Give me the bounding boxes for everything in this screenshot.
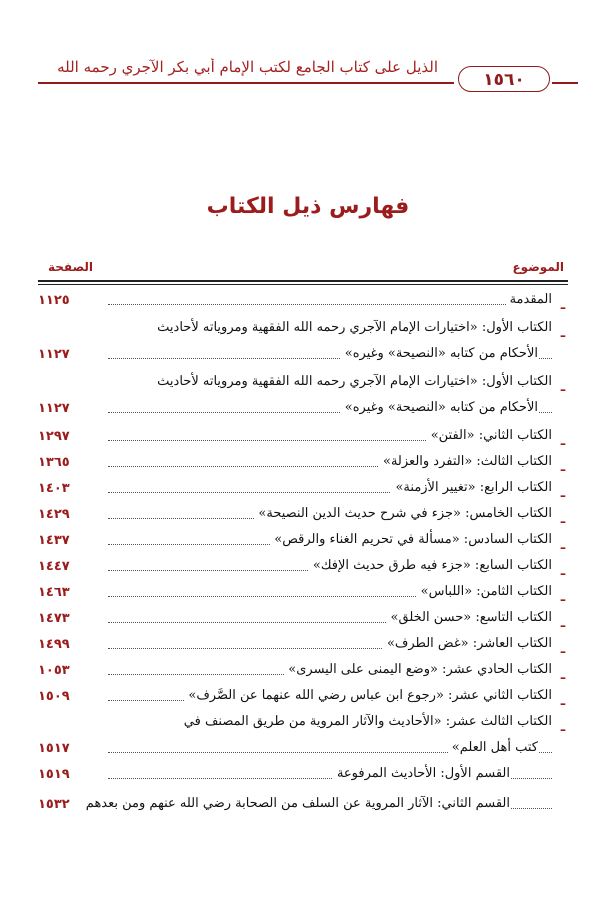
toc-entry-text: الكتاب السادس: «مسألة في تحريم الغناء والرقص» — [270, 532, 552, 547]
toc-row — [38, 318, 568, 342]
toc-entry-text: الكتاب العاشر: «غض الطرف» — [383, 636, 552, 651]
toc-page-number: ١٤٩٩ — [38, 637, 70, 652]
toc-page-number: ١٤٦٣ — [38, 585, 70, 600]
toc-row — [38, 556, 568, 580]
toc-entry-text: الكتاب الثامن: «اللباس» — [417, 584, 552, 599]
toc-entry-text: الكتاب الخامس: «جزء في شرح حديث الدين النصيحة» — [254, 506, 552, 521]
bullet-dash: ـ — [560, 380, 566, 395]
page-header — [38, 52, 578, 92]
page-title: فهارس ذيل الكتاب — [206, 194, 410, 219]
toc-page-number: ١٣٦٥ — [38, 455, 70, 470]
toc-page-number: ١١٢٧ — [38, 401, 70, 416]
toc-row — [38, 426, 568, 450]
toc-row — [38, 504, 568, 528]
toc-entry-text: الكتاب الثاني عشر: «رجوع ابن عباس رضي الله عنهما عن الصَّرف» — [184, 688, 552, 703]
toc-row — [38, 530, 568, 554]
toc-page-number: ١١٢٥ — [38, 293, 70, 308]
toc-page-number: ١٤٣٧ — [38, 533, 70, 548]
bullet-dash: ـ — [560, 616, 566, 631]
toc-row-continuation — [38, 398, 568, 422]
bullet-dash: ـ — [560, 460, 566, 475]
toc-row — [38, 478, 568, 502]
toc-row — [38, 290, 568, 314]
bullet-dash: ـ — [560, 668, 566, 683]
toc-entry-text: الكتاب الأول: «اختيارات الإمام الآجري رحمه الله الفقهية ومروياته لأحاديث — [153, 320, 552, 335]
toc-row — [38, 372, 568, 396]
toc-page-number: ١٥٣٢ — [38, 797, 70, 812]
toc-row — [38, 686, 568, 710]
toc-entry-text: كتب أهل العلم» — [448, 740, 538, 755]
subject-column-header: الموضوع — [512, 260, 564, 274]
toc-page-number: ١٤٤٧ — [38, 559, 70, 574]
toc-entry-text: الكتاب السابع: «جزء فيه طرق حديث الإفك» — [309, 558, 552, 573]
toc-page-number: ١١٢٧ — [38, 347, 70, 362]
toc-page-number: ١٤٠٣ — [38, 481, 70, 496]
toc-page-number: ١٥١٩ — [38, 767, 70, 782]
toc-entry-text: الكتاب الثالث: «التفرد والعزلة» — [379, 454, 552, 469]
bullet-dash: ـ — [560, 298, 566, 313]
bullet-dash: ـ — [560, 434, 566, 449]
bullet-dash: ـ — [560, 590, 566, 605]
toc-row — [38, 452, 568, 476]
toc-row-subsection — [38, 794, 568, 818]
toc-row — [38, 608, 568, 632]
toc-row — [38, 712, 568, 736]
toc-page-number: ١٠٥٣ — [38, 663, 70, 678]
page-number-badge: ١٥٦٠ — [458, 66, 550, 92]
page-column-header: الصفحة — [48, 260, 94, 274]
toc-entry-text: الكتاب الرابع: «تغيير الأزمنة» — [391, 480, 552, 495]
bullet-dash: ـ — [560, 512, 566, 527]
bullet-dash: ـ — [560, 720, 566, 735]
toc-page-number: ١٢٩٧ — [38, 429, 70, 444]
toc-entry-text: الكتاب الحادي عشر: «وضع اليمنى على اليسرى» — [284, 662, 552, 677]
toc-entry-text: القسم الأول: الأحاديث المرفوعة — [333, 766, 510, 781]
toc-page-number: ١٤٧٣ — [38, 611, 70, 626]
header-rule — [38, 82, 454, 84]
toc-page-number: ١٥٠٩ — [38, 689, 70, 704]
toc-row-continuation — [38, 344, 568, 368]
toc-row-subsection — [38, 764, 568, 788]
toc-entry-text: الكتاب الثاني: «الفتن» — [427, 428, 552, 443]
running-title: الذيل على كتاب الجامع لكتب الإمام أبي بكر الآجري رحمه الله — [57, 58, 438, 76]
header-divider — [38, 280, 568, 282]
toc-entry-text: الكتاب الثالث عشر: «الأحاديث والآثار المروية من طريق المصنف في — [180, 714, 552, 729]
bullet-dash: ـ — [560, 564, 566, 579]
toc-row — [38, 634, 568, 658]
bullet-dash: ـ — [560, 642, 566, 657]
toc-row-continuation — [38, 738, 568, 762]
toc-page-number: ١٥١٧ — [38, 741, 70, 756]
bullet-dash: ـ — [560, 326, 566, 341]
toc-page-number: ١٤٢٩ — [38, 507, 70, 522]
toc-entry-text: الكتاب الأول: «اختيارات الإمام الآجري رحمه الله الفقهية ومروياته لأحاديث — [153, 374, 552, 389]
toc-row — [38, 582, 568, 606]
bullet-dash: ـ — [560, 694, 566, 709]
toc-entry-text: الأحكام من كتابه «النصيحة» وغيره» — [341, 346, 538, 361]
bullet-dash: ـ — [560, 538, 566, 553]
toc-entry-text: الكتاب التاسع: «حسن الخلق» — [387, 610, 552, 625]
toc-row — [38, 660, 568, 684]
header-divider-thin — [38, 284, 568, 285]
toc-entry-text: القسم الثاني: الآثار المروية عن السلف من الصحابة رضي الله عنهم ومن بعدهم — [82, 796, 510, 811]
toc-entry-text: المقدمة — [506, 292, 552, 307]
dot-leader — [108, 304, 552, 305]
bullet-dash: ـ — [560, 486, 566, 501]
header-rule-end — [552, 82, 578, 84]
toc-entry-text: الأحكام من كتابه «النصيحة» وغيره» — [341, 400, 538, 415]
